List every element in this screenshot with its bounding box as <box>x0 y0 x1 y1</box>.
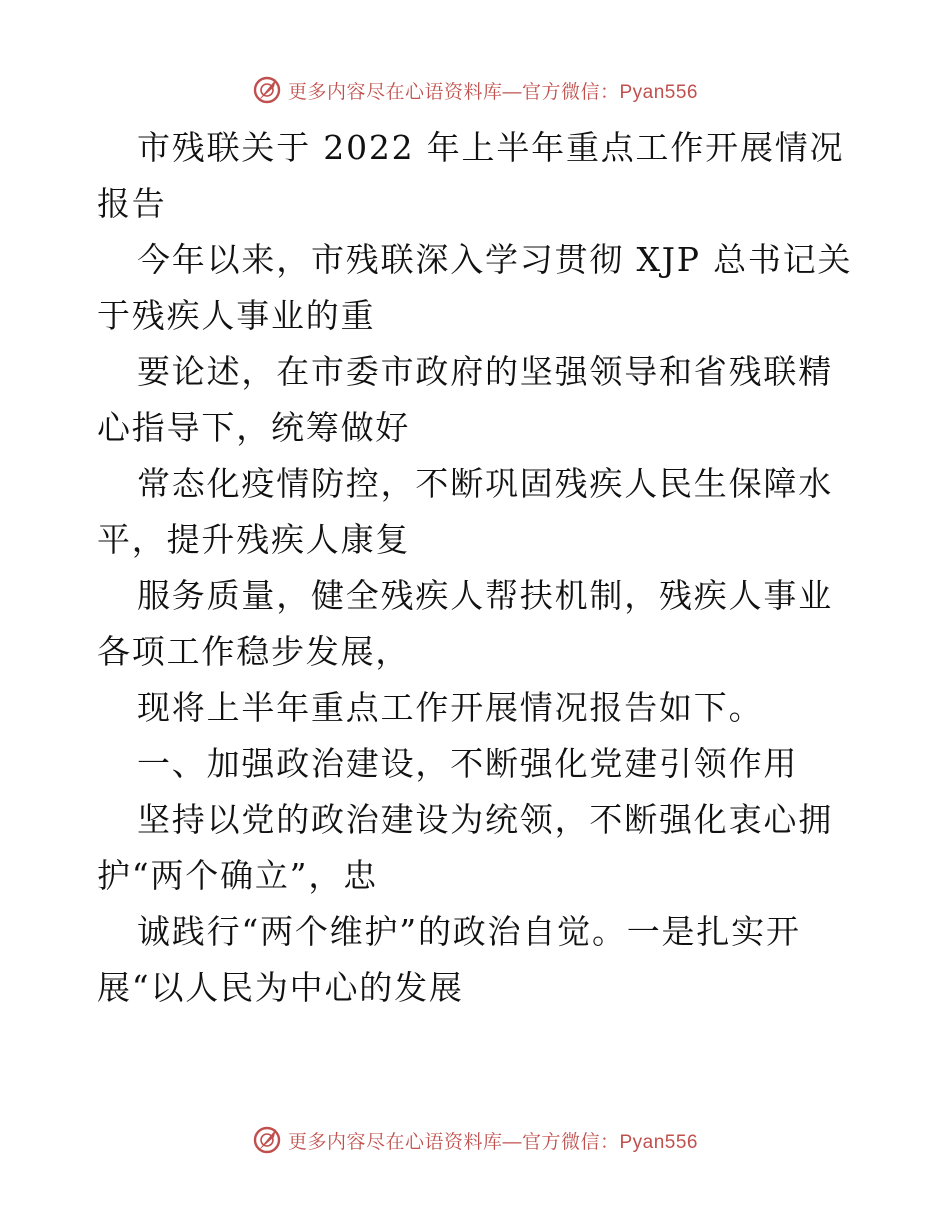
quill-logo-icon <box>252 75 282 105</box>
paragraph: 现将上半年重点工作开展情况报告如下。 <box>137 688 764 727</box>
paragraph: 市残联关于 2022 年上半年重点工作开展情况报告 <box>97 128 845 223</box>
watermark-text: 更多内容尽在心语资料库—官方微信：Pyan556 <box>287 1131 698 1153</box>
quill-logo-icon <box>252 1125 282 1155</box>
paragraph: 常态化疫情防控，不断巩固残疾人民生保障水平，提升残疾人康复 <box>97 464 833 559</box>
header-watermark-banner <box>0 70 950 110</box>
paragraph: 今年以来，市残联深入学习贯彻 XJP 总书记关于残疾人事业的重 <box>97 240 853 335</box>
document-body <box>97 120 867 1016</box>
paragraph: 坚持以党的政治建设为统领，不断强化衷心拥护“两个确立”，忠 <box>97 800 833 895</box>
watermark-row <box>252 1125 698 1155</box>
footer-watermark-banner <box>0 1120 950 1160</box>
paragraph: 服务质量，健全残疾人帮扶机制，残疾人事业各项工作稳步发展， <box>97 576 833 671</box>
paragraph: 诚践行“两个维护”的政治自觉。一是扎实开展“以人民为中心的发展 <box>97 912 801 1007</box>
paragraph: 要论述，在市委市政府的坚强领导和省残联精心指导下，统筹做好 <box>97 352 833 447</box>
watermark-text: 更多内容尽在心语资料库—官方微信：Pyan556 <box>287 81 698 103</box>
watermark-row <box>252 75 698 105</box>
section-heading: 一、加强政治建设，不断强化党建引领作用 <box>137 744 799 783</box>
